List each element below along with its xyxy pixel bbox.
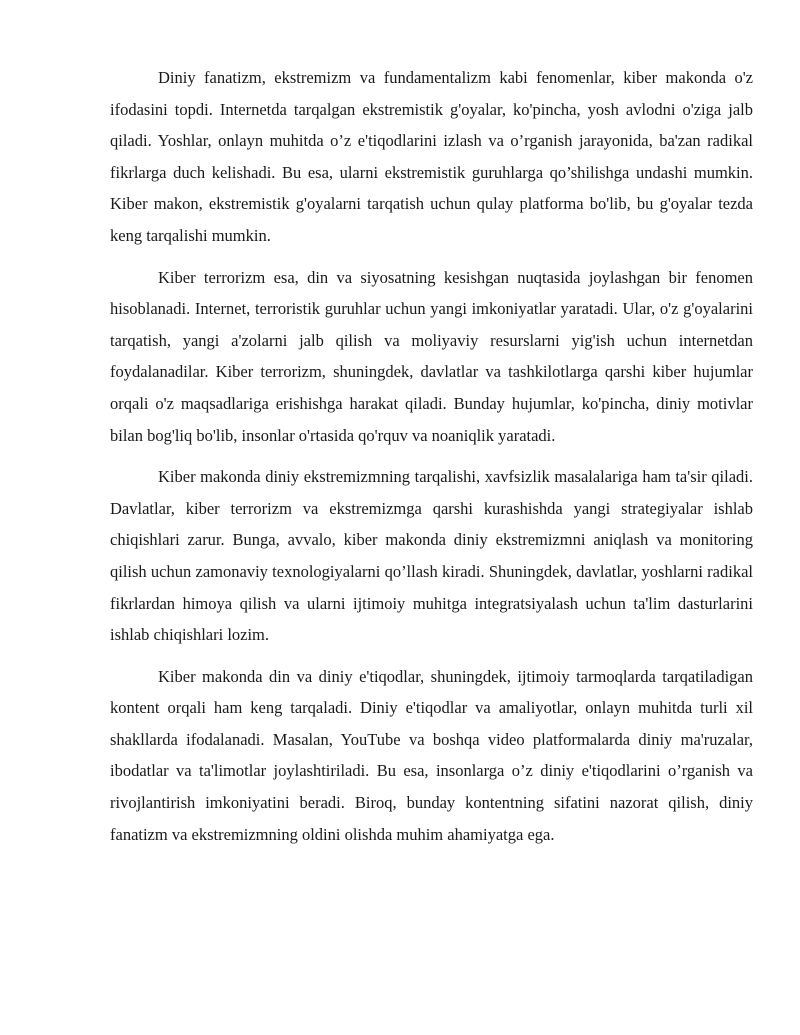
paragraph-4: Kiber makonda din va diniy e'tiqodlar, shuningdek, ijtimoiy tarmoqlarda tarqatiladigan kontent orqali ham keng tarqaladi. Diniy e'tiqodlar va amaliyotlar, onlayn muhitda turli xil shakllarda ifodalanadi. Masalan, YouTube va boshqa video platformalarda diniy ma'ruzalar, ibodatlar va ta'limotlar joylashtiriladi. Bu esa, insonlarga o’z diniy e'tiqodlarini o’rganish va rivojlantirish imkoniyatini beradi. Biroq, bunday kontentning sifatini nazorat qilish, diniy fanatizm va ekstremizmning oldini olishda muhim ahamiyatga ega. — [110, 666, 753, 844]
paragraph-3: Kiber makonda diniy ekstremizmning tarqalishi, xavfsizlik masalalariga ham ta'sir qiladi. Davlatlar, kiber terrorizm va ekstremizmga qarshi kurashishda yangi strategiyalar ishlab chiqishlari zarur. Bunga, avvalo, kiber makonda diniy ekstremizmni aniqlash va monitoring qilish uchun zamonaviy texnologiyalarni qo’llash kiradi. Shuningdek, davlatlar, yoshlarni radikal fikrlardan himoya qilish va ularni ijtimoiy muhitga integratsiyalash uchun ta'lim dasturlarini ishlab chiqishlari lozim. — [110, 467, 753, 645]
paragraph-1: Diniy fanatizm, ekstremizm va fundamentalizm kabi fenomenlar, kiber makonda o'z ifodasini topdi. Internetda tarqalgan ekstremistik g'oyalar, ko'pincha, yosh avlodni o'ziga jalb qiladi. Yoshlar, onlayn muhitda o’z e'tiqodlarini izlash va o’rganish jarayonida, ba'zan radikal fikrlarga duch kelishadi. Bu esa, ularni ekstremistik guruhlarga qo’shilishga undashi mumkin. Kiber makon, ekstremistik g'oyalarni tarqatish uchun qulay platforma bo'lib, bu g'oyalar tezda keng tarqalishi mumkin. — [110, 68, 753, 245]
document-page — [110, 62, 753, 860]
paragraph-2: Kiber terrorizm esa, din va siyosatning kesishgan nuqtasida joylashgan bir fenomen hisoblanadi. Internet, terroristik guruhlar uchun yangi imkoniyatlar yaratadi. Ular, o'z g'oyalarini tarqatish, yangi a'zolarni jalb qilish va moliyaviy resurslarni yig'ish uchun internetdan foydalanadilar. Kiber terrorizm, shuningdek, davlatlar va tashkilotlarga qarshi kiber hujumlar orqali o'z maqsadlariga erishishga harakat qiladi. Bunday hujumlar, ko'pincha, diniy motivlar bilan bog'liq bo'lib, insonlar o'rtasida qo'rquv va noaniqlik yaratadi. — [110, 267, 753, 445]
